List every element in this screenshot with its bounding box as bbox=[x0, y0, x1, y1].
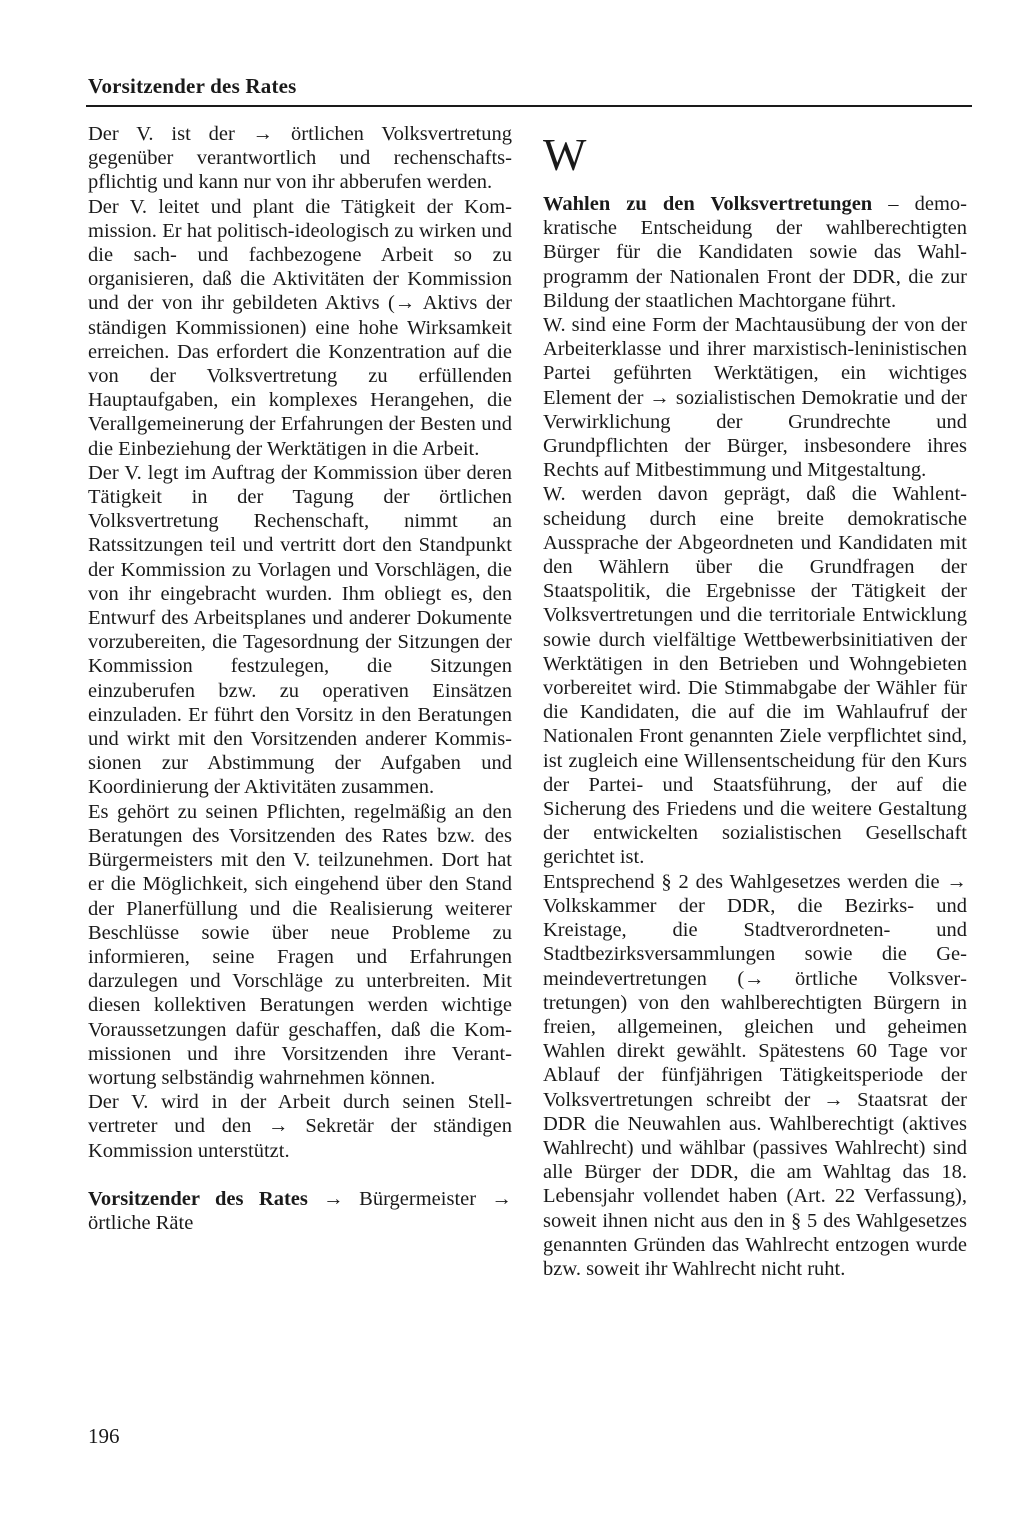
left-paragraph-4: Es gehört zu seinen Pflichten, regelmäßig an den Beratungen des Vorsitzenden des Rates bzw. des Bürgermeisters mit den V. teilzunehmen. Dort hat er die Möglichkeit, sich eingehend über den Stand der Planerfüllung und die Realisierung weiterer Beschlüsse sowie über neue Probleme zu informieren, seine Fragen und Erfahrungen darzulegen und Vorschläge zu unterbreiten. Mit diesen kollektiven Beratungen werden wichtige Voraussetzungen dafür geschaffen, daß die Kommissionen und ihre Vorsitzenden ihre Verantwortung selbständig wahrnehmen können. bbox=[88, 800, 512, 1089]
left-column bbox=[88, 122, 512, 1235]
right-paragraph-2: W. werden davon geprägt, daß die Wahlentscheidung durch eine breite demokratische Aussprache der Abgeordneten und Kandidaten mit den Wählern über die Grundfragen der Staatspolitik, die Ergebnisse der Tätigkeit der Volksvertretungen und die territoriale Entwicklung sowie durch vielfältige Wettbewerbsinitiativen der Werktätigen in den Betrieben und Wohngebieten vorbereitet wird. Die Stimmabgabe der Wähler für die Kandidaten, die auf die im Wahlaufruf der Nationalen Front genannten Ziele verpflichtet sind, ist zugleich eine Willensentscheidung für den Kurs der Partei- und Staatsführung, der auf die Sicherung des Friedens und die weitere Gestaltung der entwickelten sozialistischen Gesellschaft gerichtet ist. bbox=[543, 483, 967, 869]
cross-reference-text: → Bürgermeister → örtliche Räte bbox=[88, 1187, 512, 1234]
cross-reference-term: Vorsitzender des Rates bbox=[88, 1187, 308, 1210]
header-rule bbox=[86, 105, 972, 107]
right-column bbox=[543, 128, 967, 1281]
right-paragraph-3: Entsprechend § 2 des Wahlgesetzes werden die → Volkskammer der DDR, die Bezirks- und Kreistage, die Stadtverordneten- und Stadtbezirksversammlungen sowie die Gemeindevertretungen (→ örtliche Volksvertretungen) von den wahlberechtigten Bürgern in freien, allgemeinen, gleichen und geheimen Wahlen direkt gewählt. Spätestens 60 Tage vor Ablauf der fünfjährigen Tätigkeitsperiode der Volksvertretungen schreibt der → Staatsrat der DDR die Neuwahlen aus. Wahlberechtigt (aktives Wahlrecht) und wählbar (passives Wahlrecht) sind alle Bürger der DDR, die am Wahltag das 18. Lebensjahr vollendet haben (Art. 22 Verfassung), soweit ihnen nicht aus den in § 5 des Wahlgesetzes genannten Gründen das Wahlrecht entzogen wurde bzw. soweit ihr Wahlrecht nicht ruht. bbox=[543, 870, 967, 1280]
entry-lead-paragraph bbox=[543, 192, 967, 313]
section-letter: W bbox=[543, 129, 586, 180]
running-head: Vorsitzender des Rates bbox=[88, 74, 297, 98]
entry-definition: – demokratische Entscheidung der wahlberechtigten Bürger für die Kandidaten sowie das Wahlprogramm der Nationalen Front der DDR, die zur Bildung der staatlichen Machtorgane führt. bbox=[543, 193, 967, 312]
left-paragraph-5: Der V. wird in der Arbeit durch seinen Stellvertreter und den → Sekretär der ständigen Kommission unterstützt. bbox=[88, 1091, 512, 1162]
page-number: 196 bbox=[88, 1424, 120, 1448]
left-paragraph-3: Der V. legt im Auftrag der Kommission über deren Tätigkeit in der Tagung der örtlichen Volksvertretung Rechenschaft, nimmt an Ratssitzungen teil und vertritt dort den Standpunkt der Kommission zu Vorlagen und Vorschlägen, die von ihr eingebracht wurden. Ihm obliegt es, den Entwurf des Arbeitsplanes und anderer Dokumente vorzubereiten, die Tagesordnung der Sitzungen der Kommission festzulegen, die Sitzungen einzuberufen bzw. zu operativen Einsätzen einzuladen. Er führt den Vorsitz in den Beratungen und wirkt mit den Vorsitzenden anderer Kommissionen zur Abstimmung der Aufgaben und Koordinierung der Aktivitäten zusammen. bbox=[88, 461, 512, 799]
left-paragraph-1: Der V. ist der → örtlichen Volksvertretung gegenüber verantwortlich und rechenschaftspflichtig und kann nur von ihr abberufen werden. bbox=[88, 123, 512, 194]
left-paragraph-2: Der V. leitet und plant die Tätigkeit der Kommission. Er hat politisch-ideologisch zu wirken und die sach- und fachbezogene Arbeit so zu organisieren, daß die Aktivitäten der Kommission und der von ihr gebildeten Aktivs (→ Aktivs der ständigen Kommissionen) eine hohe Wirksamkeit erreichen. Das erfordert die Konzentration auf die von der Volksvertretung zu erfüllenden Hauptaufgaben, ein komplexes Herangehen, die Verallgemeinerung der Erfahrungen der Besten und die Einbeziehung der Werktätigen in die Arbeit. bbox=[88, 195, 512, 460]
right-paragraph-1: W. sind eine Form der Machtausübung der von der Arbeiterklasse und ihrer marxistisch-leninistischen Partei geführten Werktätigen, ein wichtiges Element der → sozialistischen Demokratie und der Verwirklichung der Grundrechte und Grundpflichten der Bürger, insbesondere ihres Rechts auf Mitbestimmung und Mitgestaltung. bbox=[543, 314, 967, 482]
spacer bbox=[88, 1163, 512, 1187]
cross-reference-entry bbox=[88, 1187, 512, 1235]
entry-term: Wahlen zu den Volksvertretungen bbox=[543, 193, 873, 215]
